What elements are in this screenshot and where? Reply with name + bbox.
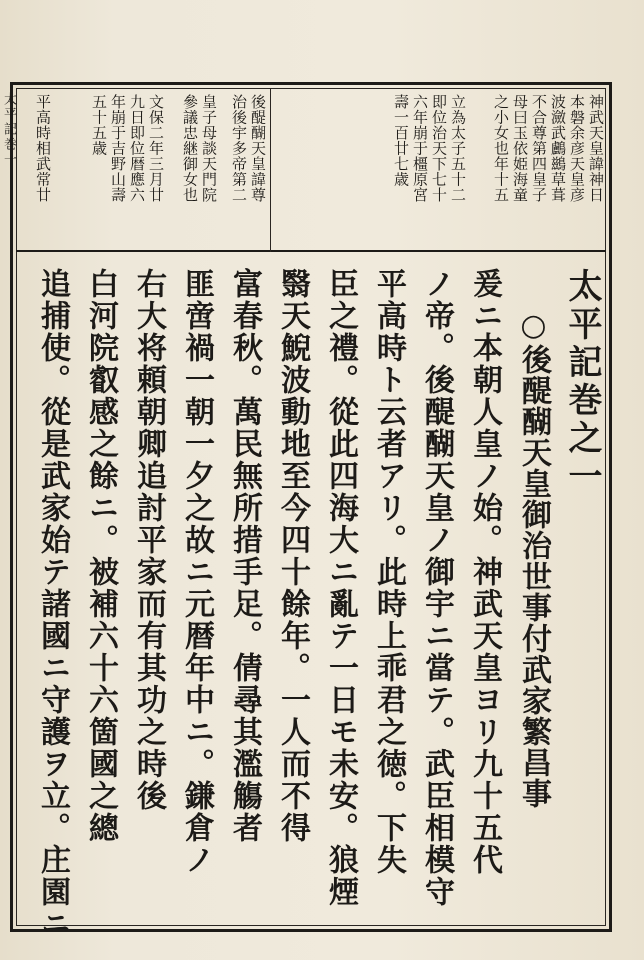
- body-column: 右大将頼朝卿追討平家而有其功之時後: [131, 268, 166, 812]
- note-column: 神武天皇諱神日: [587, 94, 605, 203]
- body-column: 臣之禮。從此四海大ニ亂テ一日モ未安。狼煙: [323, 268, 358, 908]
- note-column: 波瀲武鸕鷀草葺: [549, 94, 567, 203]
- note-column: 六年崩于橿原宮: [411, 94, 429, 203]
- note-column: 九日即位暦應六: [128, 94, 146, 203]
- body-column: 翳天鯢波動地至今四十餘年。一人而不得: [275, 268, 310, 844]
- body-column: 富春秋。萬民無所措手足。倩尋其濫觴者: [227, 268, 262, 844]
- note-column: 皇子母談天門院: [200, 94, 218, 203]
- note-column: 之小女也年十五: [492, 94, 510, 203]
- note-column: 母曰玉依姫海童: [511, 94, 529, 203]
- note-divider: [270, 88, 271, 252]
- note-column: 立為太子五十二: [449, 94, 467, 203]
- note-column: 本磐余彦天皇彦: [568, 94, 586, 203]
- book-title: 太平記巻之一: [562, 268, 602, 496]
- note-column: 平高時相武常廿: [34, 94, 52, 203]
- body-column: 追捕使。從是武家始テ諸國ニ守護ヲ立。庄園ニ: [35, 268, 70, 940]
- note-column: 五十五歳: [90, 94, 108, 156]
- note-column: 壽一百廿七歳: [392, 94, 410, 187]
- body-column: 白河院叡感之餘ニ。被補六十六箇國之總: [83, 268, 118, 844]
- body-column: 匪啻禍一朝一夕之故ニ元暦年中ニ。鎌倉ノ: [179, 268, 214, 876]
- note-column: 文保二年三月廿: [147, 94, 165, 203]
- note-column: 後醍醐天皇諱尊: [249, 94, 267, 203]
- note-column: 參議忠継御女也: [181, 94, 199, 203]
- note-column: 即位治天下七十: [430, 94, 448, 203]
- chapter-heading: ○後醍醐天皇御治世事付武家繁昌事: [516, 308, 551, 809]
- note-column: 不合尊第四皇子: [530, 94, 548, 203]
- body-column: 平高時ト云者アリ。此時上乖君之徳。下失: [371, 268, 406, 876]
- running-head: 太平記巻一: [1, 92, 16, 167]
- note-column: 治後宇多帝第二: [230, 94, 248, 203]
- body-column: 爰ニ本朝人皇ノ始。神武天皇ヨリ九十五代: [467, 268, 502, 876]
- body-column: ノ帝。後醍醐天皇ノ御宇ニ當テ。武臣相模守: [419, 268, 454, 908]
- note-column: 年崩于吉野山壽: [109, 94, 127, 203]
